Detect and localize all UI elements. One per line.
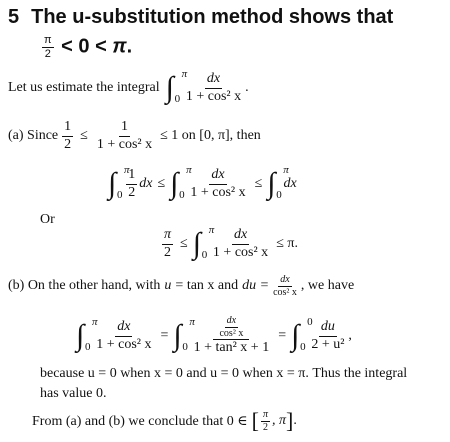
or-left-frac bbox=[162, 227, 173, 260]
ineq-mid-frac bbox=[188, 167, 247, 200]
frac1-den: 2 bbox=[64, 136, 72, 152]
ineq-right-dx: dx bbox=[283, 176, 297, 191]
interval-frac bbox=[261, 409, 270, 433]
or-mid-num: dx bbox=[232, 227, 249, 244]
ineq-mid-den: 1 + cos² x bbox=[190, 184, 246, 200]
eq-right-num: du bbox=[319, 319, 337, 336]
eq-mid-den: 1 + tan² x + 1 bbox=[193, 340, 270, 356]
integral-lower: 0 bbox=[174, 93, 181, 105]
ineq-left-num: 1 bbox=[126, 167, 137, 184]
intro-line: Let us estimate the integral ∫ π 0 $\frac{dx}{\text{1 + cos² x}}$ . bbox=[8, 68, 249, 105]
eq-left-frac bbox=[94, 319, 153, 352]
eq-mid-top bbox=[213, 315, 249, 340]
integral-sign: ∫ π 0 bbox=[76, 316, 98, 353]
part-b-text-start: (b) On the other hand, with bbox=[8, 278, 161, 293]
frac1-num: 1 bbox=[62, 119, 73, 136]
integral-sign: ∫ π 0 bbox=[108, 164, 130, 201]
part-b-text-end: , we have bbox=[300, 278, 355, 293]
integral-upper: π bbox=[181, 68, 188, 80]
ineq-left-den: 2 bbox=[128, 184, 136, 200]
eq-mid-frac bbox=[192, 315, 272, 356]
eq-left-den: 1 + cos² x bbox=[96, 336, 152, 352]
eq-right-frac bbox=[309, 319, 346, 352]
or-left-den: 2 bbox=[164, 244, 171, 260]
integral-sign: ∫ π 0 bbox=[192, 224, 215, 261]
conclusion-text: From (a) and (b) we conclude that 0 ∈ bbox=[32, 413, 248, 429]
interval-num: π bbox=[262, 409, 268, 420]
sub-eq: = tan x and bbox=[175, 278, 239, 293]
part-b-equation: ∫ π 0 $\frac{dx}{\text{1 + cos² x}}$ = ∫ π 0 $\frac{\frac{dx}{\text{cos² x}}}{\text{1 + tan² x + 1}}$ = ∫ 0 0 $\frac{du}{\text{2 + u²}}$ , bbox=[76, 315, 352, 356]
because-line1: because u = 0 when x = 0 and u = 0 when x = π. Thus the integral bbox=[40, 366, 408, 381]
part-a-label: (a) Since bbox=[8, 128, 59, 143]
integral-sign: ∫ π 0 bbox=[165, 68, 188, 105]
or-mid-frac bbox=[211, 227, 270, 260]
integral-sign: ∫ π 0 bbox=[173, 316, 195, 353]
eq-mid-top-den: cos² x bbox=[219, 327, 244, 339]
title-line1: The u-substitution method shows that bbox=[31, 6, 394, 28]
integral-sign: ∫ π 0 bbox=[267, 164, 289, 201]
part-b-line bbox=[8, 272, 354, 300]
integral-sign: ∫ 0 0 bbox=[291, 316, 313, 353]
or-left-num: π bbox=[162, 227, 173, 244]
because-line2: has value 0. bbox=[40, 386, 107, 401]
ineq-left-dx: dx bbox=[139, 176, 153, 191]
part-a-frac1 bbox=[62, 119, 73, 152]
du-den: cos² x bbox=[273, 286, 297, 298]
part-a-frac2 bbox=[95, 119, 154, 152]
du-num: dx bbox=[280, 274, 290, 285]
part-a-line: (a) Since $\frac{1}{2}$ ≤ $\frac{1}{\text{1 + cos² x}}$ ≤ 1 on [0, π], then bbox=[8, 119, 261, 152]
integral-sign: ∫ π 0 bbox=[170, 164, 192, 201]
or-label: Or bbox=[40, 212, 55, 227]
interval-den: 2 bbox=[262, 421, 268, 433]
intro-den: 1 + cos² x bbox=[185, 88, 242, 104]
problem-title bbox=[8, 6, 393, 29]
intro-text: Let us estimate the integral bbox=[8, 80, 160, 95]
eq-mid-top-num: dx bbox=[226, 315, 237, 327]
part-a-tail: ≤ 1 on [0, π], then bbox=[160, 128, 261, 143]
interval-end: , π bbox=[271, 413, 286, 428]
intro-integrand bbox=[181, 68, 243, 104]
title-line2 bbox=[40, 34, 132, 60]
sub-u: u bbox=[164, 278, 172, 293]
title-ineq: < 0 < π. bbox=[61, 35, 133, 58]
intro-num: dx bbox=[205, 71, 222, 88]
part-a-or-inequality: $\frac{\pi}{2}$ ≤ ∫ π 0 $\frac{dx}{\text{1 + cos² x}}$ ≤ π. bbox=[164, 224, 298, 261]
eq-right-den: 2 + u² bbox=[311, 336, 345, 352]
eq-left-num: dx bbox=[115, 319, 132, 336]
or-mid-den: 1 + cos² x bbox=[212, 244, 269, 260]
title-pi-over-2: $\frac{\pi}{2}$ bbox=[44, 34, 52, 60]
du-frac bbox=[271, 274, 299, 298]
part-a-inequality: ∫ π 0 $\frac{1}{2}$ dx ≤ ∫ π 0 $\frac{dx}{\text{1 + cos² x}}$ ≤ ∫ π 0 dx bbox=[108, 164, 297, 201]
conclusion-line: From (a) and (b) we conclude that 0 ∈ [ $\frac{\pi}{2}$ , π ] . bbox=[32, 408, 297, 433]
problem-number: 5 bbox=[8, 6, 20, 28]
or-right: ≤ π. bbox=[276, 236, 298, 251]
frac2-den: 1 + cos² x bbox=[96, 136, 153, 152]
ineq-mid-num: dx bbox=[209, 167, 226, 184]
frac2-num: 1 bbox=[119, 119, 130, 136]
du-lhs: du = bbox=[242, 278, 270, 293]
